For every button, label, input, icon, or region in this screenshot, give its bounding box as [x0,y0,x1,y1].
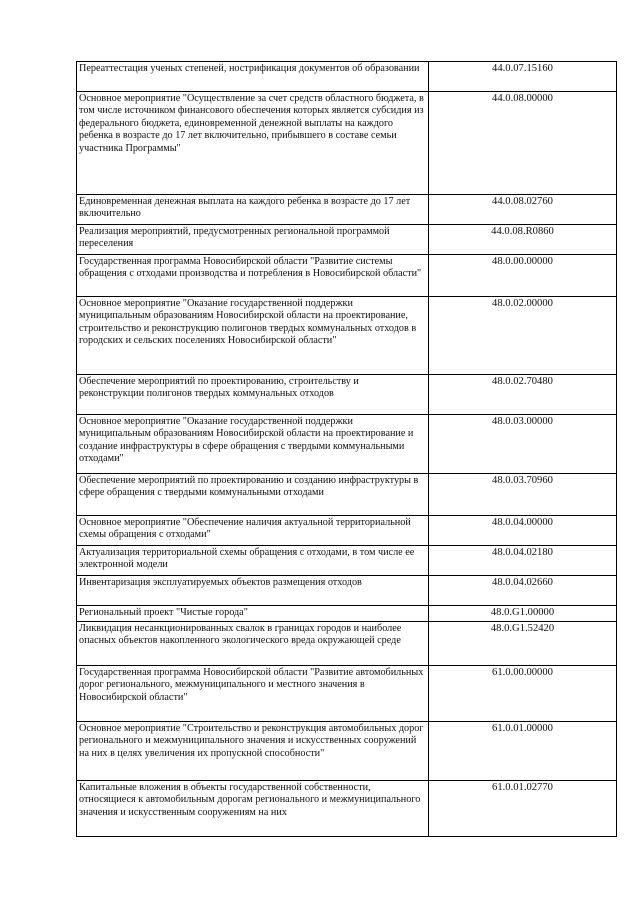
row-name: Капитальные вложения в объекты государственной собственности, относящиеся к автомобильным дорогам регионального и межмуниципального значения и искусственным сооружениям на них [77,781,429,837]
table-row [77,781,617,837]
table-row [77,415,617,474]
table-row [77,546,617,576]
row-name: Обеспечение мероприятий по проектированию и созданию инфраструктуры в сфере обращения с твердыми коммунальными отходами [77,474,429,516]
table-row [77,375,617,415]
row-name: Ликвидация несанкционированных свалок в границах городов и наиболее опасных объектов накопленного экологического вреда окружающей среде [77,622,429,666]
table-row [77,666,617,722]
row-name: Основное мероприятие "Обеспечение наличия актуальной территориальной схемы обращения с отходами" [77,516,429,546]
row-name: Обеспечение мероприятий по проектированию, строительству и реконструкции полигонов твердых коммунальных отходов [77,375,429,415]
row-code: 61.0.01.02770 [429,781,617,837]
table-row [77,576,617,606]
row-code: 48.0.02.00000 [429,297,617,375]
row-code: 48.0.00.00000 [429,255,617,297]
table-row [77,62,617,92]
row-name: Основное мероприятие "Осуществление за счет средств областного бюджета, в том числе источником финансового обеспечения которых является субсидия из федерального бюджета, единовременной денежной выплаты на каждого ребенка в возрасте до 17 лет включительно, прибывшего в составе семьи участника Программы" [77,92,429,195]
row-code: 61.0.01.00000 [429,722,617,781]
row-code: 44.0.08.02760 [429,195,617,225]
row-code: 44.0.07.15160 [429,62,617,92]
table-row [77,225,617,255]
table-row [77,297,617,375]
row-name: Основное мероприятие "Оказание государственной поддержки муниципальным образованиям Новосибирской области на проектирование и создание инфраструктуры в сфере обращения с твердыми коммунальными отходами" [77,415,429,474]
row-code: 48.0.03.00000 [429,415,617,474]
row-name: Региональный проект "Чистые города" [77,606,429,622]
row-code: 48.0.04.02180 [429,546,617,576]
row-name: Реализация мероприятий, предусмотренных региональной программой переселения [77,225,429,255]
row-code: 48.0.04.00000 [429,516,617,546]
row-name: Государственная программа Новосибирской области "Развитие автомобильных дорог регионального, межмуниципального и местного значения в Новосибирской области" [77,666,429,722]
table-row [77,606,617,622]
budget-classification-table [76,61,617,837]
row-code: 48.0.02.70480 [429,375,617,415]
row-code: 48.0.04.02660 [429,576,617,606]
row-code: 48.0.03.70960 [429,474,617,516]
row-name: Единовременная денежная выплата на каждого ребенка в возрасте до 17 лет включительно [77,195,429,225]
row-name: Основное мероприятие "Строительство и реконструкция автомобильных дорог регионального и межмуниципального значения и искусственных сооружений на них в целях увеличения их пропускной способности" [77,722,429,781]
row-name: Инвентаризация эксплуатируемых объектов размещения отходов [77,576,429,606]
table-row [77,722,617,781]
row-code: 48.0.G1.52420 [429,622,617,666]
table-row [77,516,617,546]
table-row [77,474,617,516]
row-code: 44.0.08.R0860 [429,225,617,255]
row-code: 61.0.00.00000 [429,666,617,722]
row-name: Основное мероприятие "Оказание государственной поддержки муниципальным образованиям Новосибирской области на проектирование, строительство и реконструкцию полигонов твердых коммунальных отходов в городских и сельских поселениях Новосибирской области" [77,297,429,375]
row-name: Переаттестация ученых степеней, нострификация документов об образовании [77,62,429,92]
row-name: Актуализация территориальной схемы обращения с отходами, в том числе ее электронной модели [77,546,429,576]
row-code: 48.0.G1.00000 [429,606,617,622]
table-row [77,195,617,225]
table-row [77,622,617,666]
table-row [77,255,617,297]
row-name: Государственная программа Новосибирской области "Развитие системы обращения с отходами производства и потребления в Новосибирской области" [77,255,429,297]
table-row [77,92,617,195]
row-code: 44.0.08.00000 [429,92,617,195]
